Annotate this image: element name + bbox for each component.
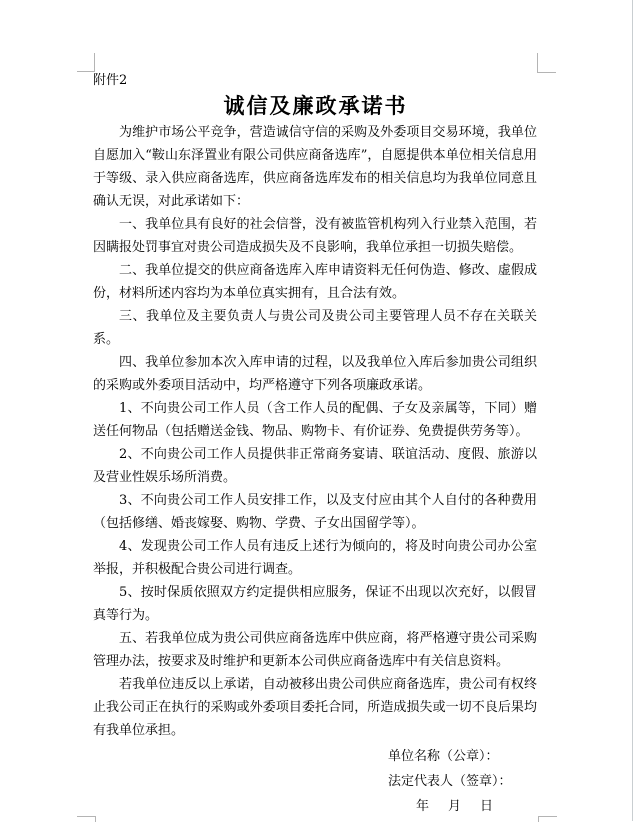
page-edge-line <box>632 0 633 821</box>
paragraph-clause-4: 四、我单位参加本次入库申请的过程，以及我单位入库后参加贵公司组织的采购或外委项目活动中，均严格遵守下列各项廉政承诺。 <box>93 355 537 393</box>
margin-mark-top-left <box>77 53 95 72</box>
paragraph-clause-1: 一、我单位具有良好的社会信誉，没有被监管机构列入行业禁入范围，若因瞒报处罚事宜对贵公司造成损失及不良影响，我单位承担一切损失赔偿。 <box>93 217 537 255</box>
paragraph-item-1: 1、不向贵公司工作人员（含工作人员的配偶、子女及亲属等，下同）赠送任何物品（包括赠送金钱、物品、购物卡、有价证券、免费提供劳务等）。 <box>93 401 537 439</box>
signature-date-line: 年 月 日 <box>416 799 497 814</box>
signature-block <box>388 744 512 819</box>
paragraph-item-4: 4、发现贵公司工作人员有违反上述行为倾向的，将及时向贵公司办公室举报，并积极配合贵公司进行调查。 <box>93 539 537 577</box>
paragraph-clause-3: 三、我单位及主要负责人与贵公司及贵公司主要管理人员不存在关联关系。 <box>93 309 537 347</box>
document-body <box>93 121 537 742</box>
document-title: 诚信及廉政承诺书 <box>223 93 408 118</box>
paragraph-clause-5: 五、若我单位成为贵公司供应商备选库中供应商，将严格遵守贵公司采购管理办法，按要求及时维护和更新本公司供应商备选库中有关信息资料。 <box>93 631 537 669</box>
paragraph-intro: 为维护市场公平竞争，营造诚信守信的采购及外委项目交易环境，我单位自愿加入“鞍山东泽置业有限公司供应商备选库”，自愿提供本单位相关信息用于等级、录入供应商备选库，供应商备选库发布的相关信息均为我单位同意且确认无误，对此承诺如下： <box>93 125 537 209</box>
paragraph-item-3: 3、不向贵公司工作人员安排工作，以及支付应由其个人自付的各种费用（包括修缮、婚丧嫁娶、购物、学费、子女出国留学等）。 <box>93 493 537 531</box>
paragraph-item-2: 2、不向贵公司工作人员提供非正常商务宴请、联谊活动、度假、旅游以及营业性娱乐场所消费。 <box>93 447 537 485</box>
signature-unit-name-label: 单位名称（公章）： <box>388 749 499 764</box>
attachment-label: 附件2 <box>93 73 128 88</box>
paragraph-clause-2: 二、我单位提交的供应商备选库入库申请资料无任何伪造、修改、虚假成份，材料所述内容均为本单位真实拥有，且合法有效。 <box>93 263 537 301</box>
signature-legal-representative-label: 法定代表人（签章）： <box>388 774 512 789</box>
margin-mark-top-right <box>537 53 556 73</box>
paragraph-breach: 若我单位违反以上承诺，自动被移出贵公司供应商备选库，贵公司有权终止我公司正在执行的采购或外委项目委托合同，所造成损失或一切不良后果均有我单位承担。 <box>93 677 537 738</box>
margin-mark-bottom-right <box>538 816 557 822</box>
margin-mark-bottom-left <box>77 816 96 822</box>
paragraph-item-5: 5、按时保质依照双方约定提供相应服务，保证不出现以次充好，以假冒真等行为。 <box>93 585 537 623</box>
